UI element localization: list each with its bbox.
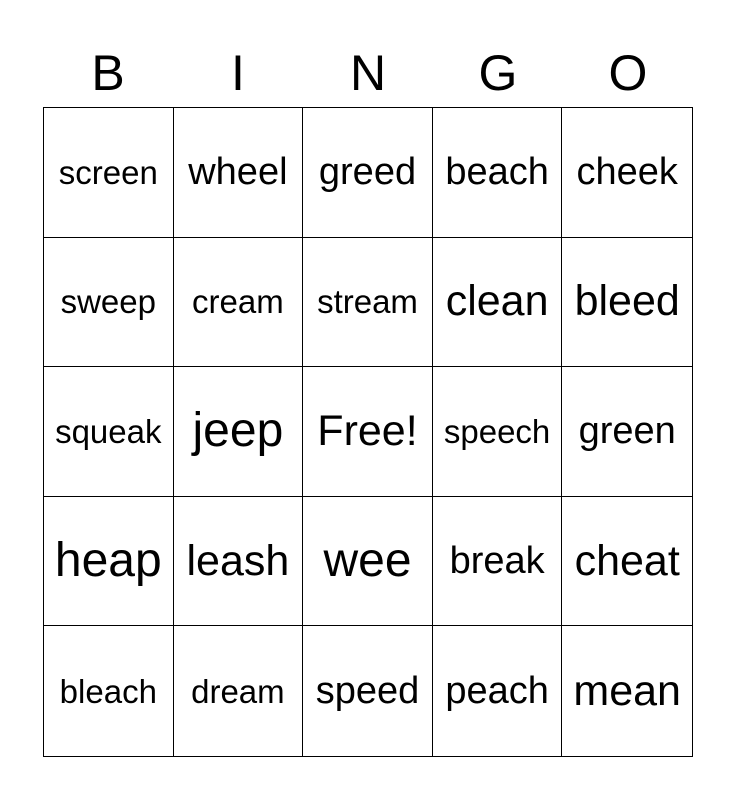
- bingo-cell: squeak: [44, 367, 174, 497]
- header-letter-i: I: [231, 45, 245, 101]
- bingo-cell: bleed: [562, 238, 692, 368]
- bingo-cell: speech: [433, 367, 563, 497]
- bingo-cell: cream: [174, 238, 304, 368]
- bingo-cell: green: [562, 367, 692, 497]
- bingo-header: [43, 42, 693, 104]
- bingo-cell: stream: [303, 238, 433, 368]
- bingo-cell: clean: [433, 238, 563, 368]
- bingo-cell: bleach: [44, 626, 174, 756]
- bingo-cell: screen: [44, 108, 174, 238]
- bingo-card-grid: [43, 107, 693, 757]
- bingo-cell: leash: [174, 497, 304, 627]
- bingo-cell: sweep: [44, 238, 174, 368]
- bingo-cell: jeep: [174, 367, 304, 497]
- bingo-cell: beach: [433, 108, 563, 238]
- header-letter-b: B: [91, 45, 125, 101]
- bingo-cell: break: [433, 497, 563, 627]
- bingo-cell: greed: [303, 108, 433, 238]
- header-letter-n: N: [349, 45, 387, 101]
- header-letter-g: G: [478, 45, 518, 101]
- bingo-cell: wheel: [174, 108, 304, 238]
- bingo-cell: cheat: [562, 497, 692, 627]
- bingo-free-cell: Free!: [303, 367, 433, 497]
- bingo-cell: mean: [573, 666, 681, 715]
- bingo-cell: peach: [433, 626, 563, 756]
- header-letter-o: O: [608, 45, 648, 101]
- bingo-cell: cheek: [562, 108, 692, 238]
- bingo-cell: heap: [44, 497, 174, 627]
- bingo-cell: speed: [303, 626, 433, 756]
- bingo-cell: wee: [303, 497, 433, 627]
- bingo-cell: dream: [174, 626, 304, 756]
